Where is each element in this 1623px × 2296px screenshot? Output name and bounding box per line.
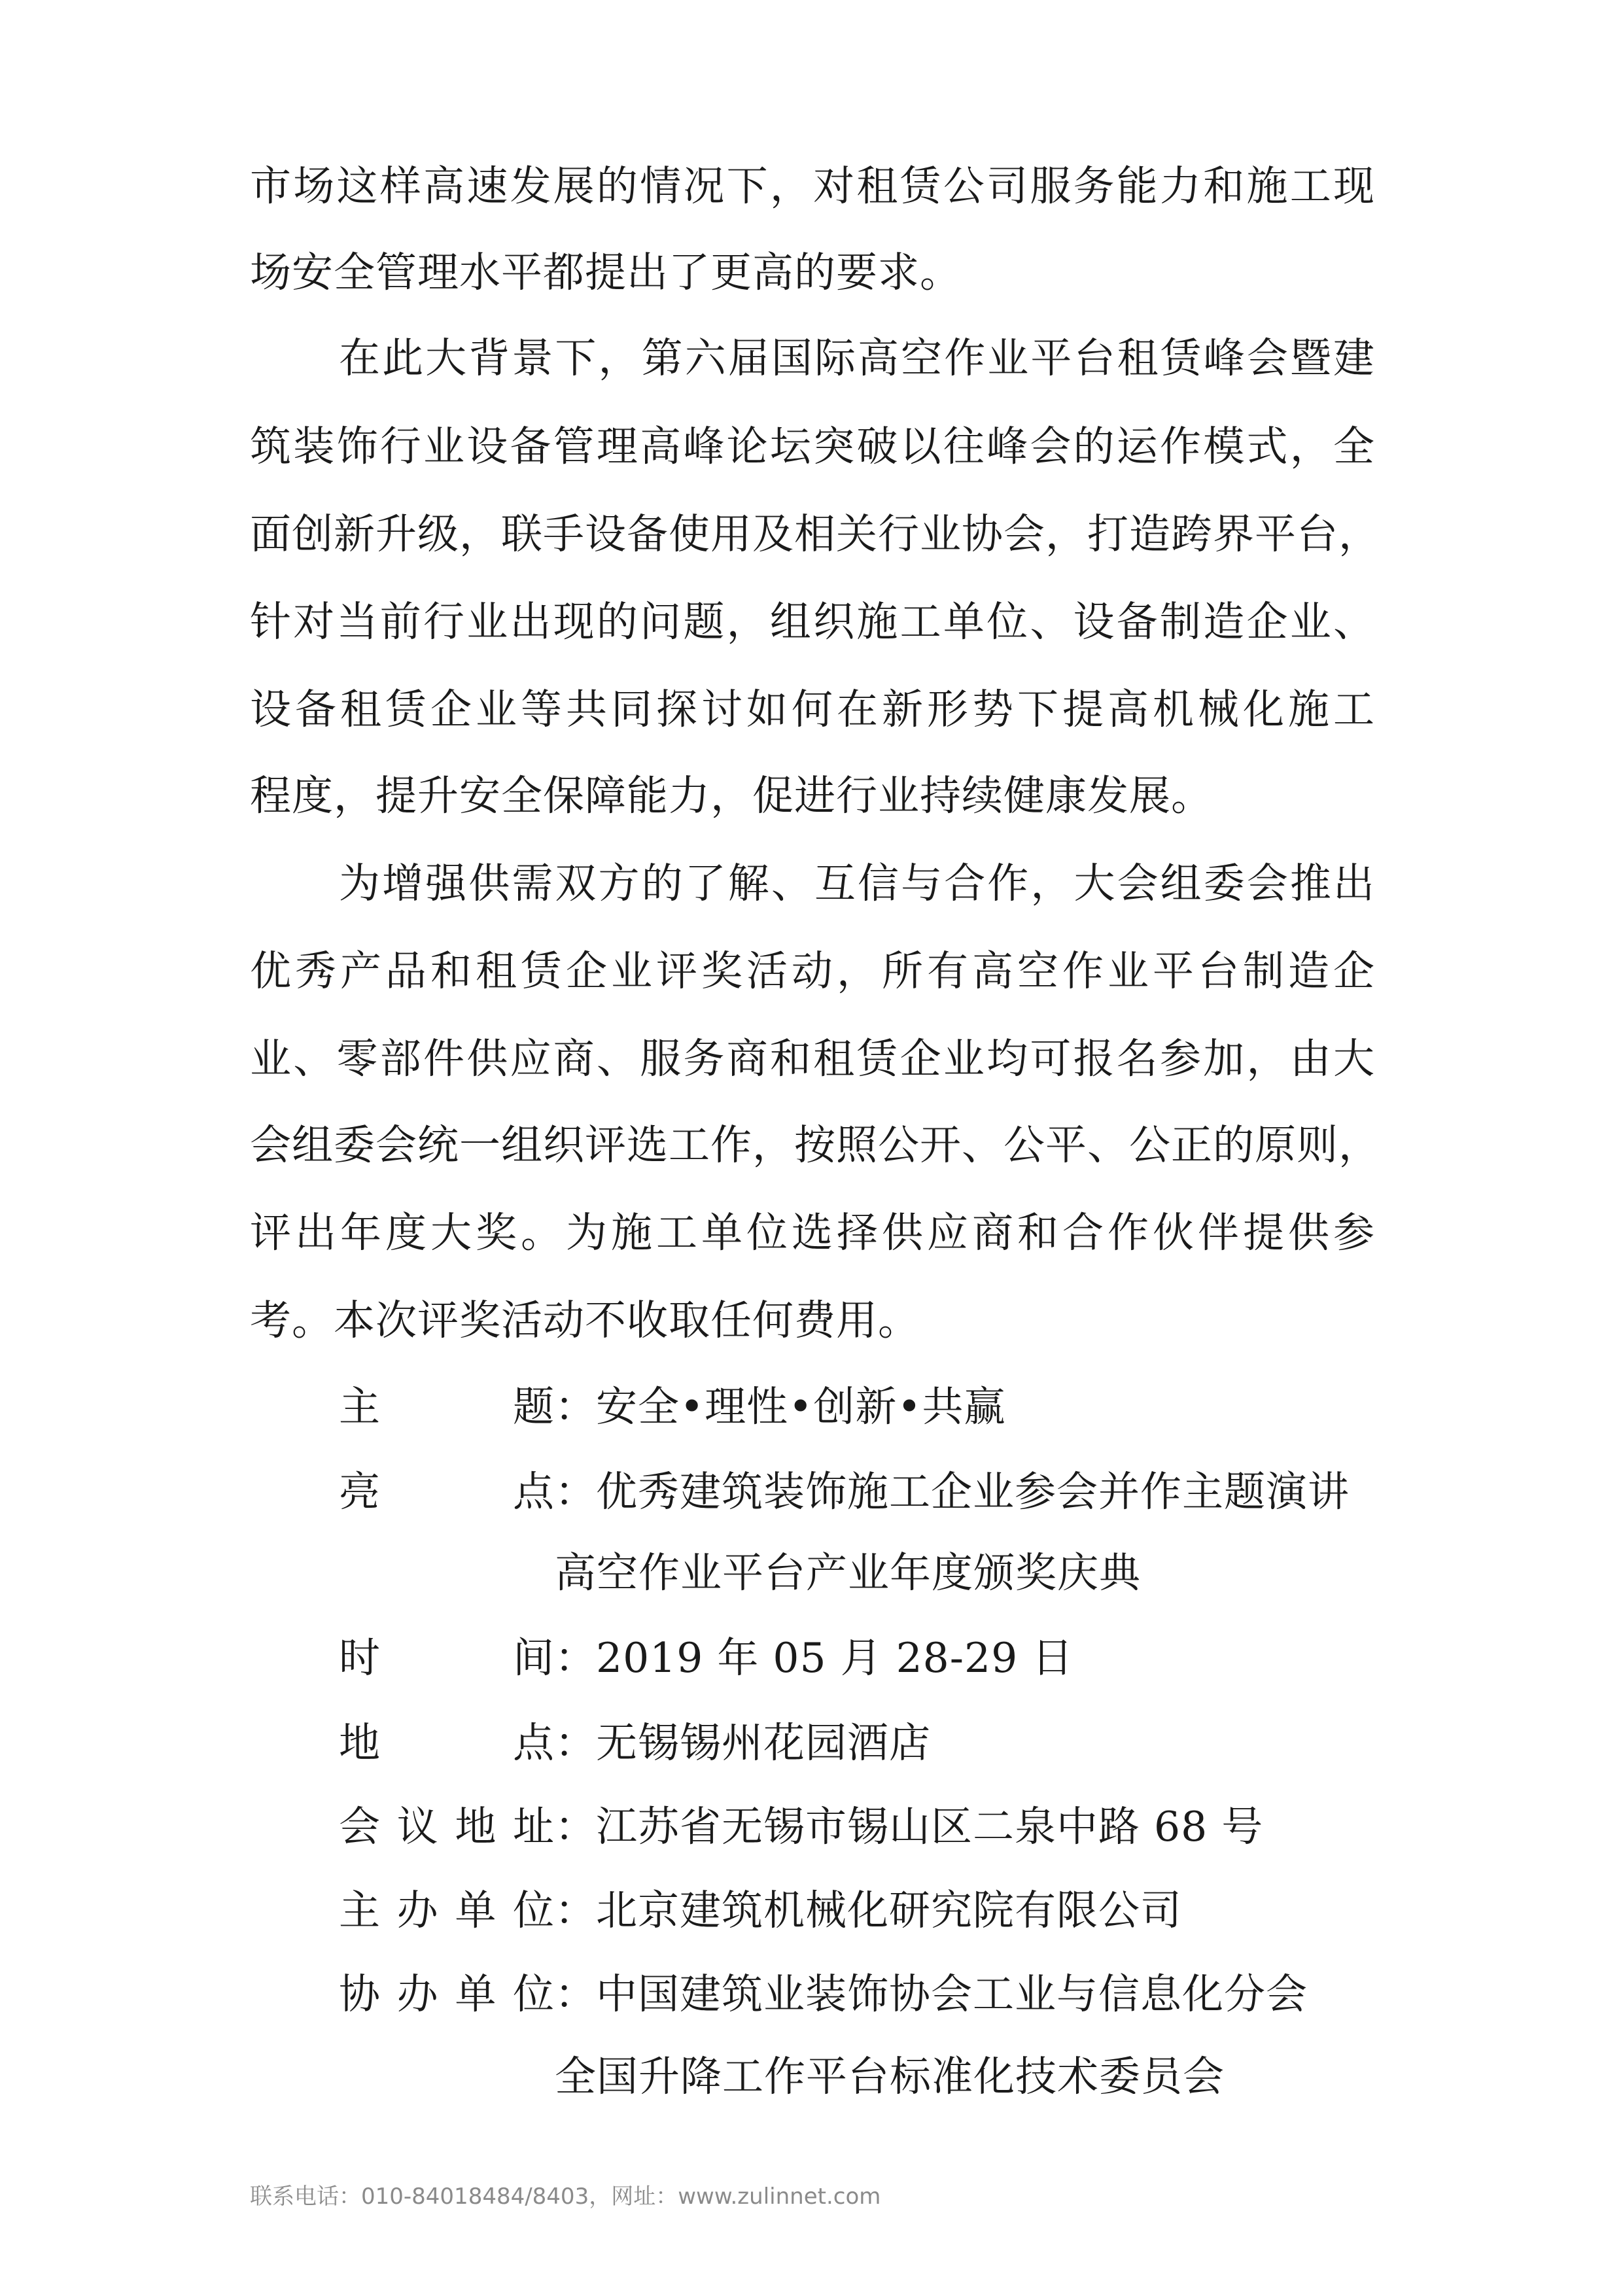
paragraph-line: 面创新升级，联手设备使用及相关行业协会，打造跨界平台， xyxy=(250,510,1380,558)
highlight-value-2: 高空作业平台产业年度颁奖庆典 xyxy=(555,1549,1141,1597)
separator: ： xyxy=(555,1468,596,1516)
address-value: 江苏省无锡市锡山区二泉中路 68 号 xyxy=(596,1803,1264,1851)
highlight-label: 亮点 xyxy=(339,1468,555,1516)
info-address xyxy=(339,1798,1263,1856)
paragraph-line: 程度，提升安全保障能力，促进行业持续健康发展。 xyxy=(250,772,1213,820)
address-label: 会议地址 xyxy=(339,1803,555,1851)
time-value: 2019 年 05 月 28-29 日 xyxy=(596,1634,1074,1682)
info-time xyxy=(339,1629,1073,1688)
paragraph-line: 考。本次评奖活动不收取任何费用。 xyxy=(250,1296,920,1344)
paragraph-line: 场安全管理水平都提出了更高的要求。 xyxy=(250,249,962,296)
paragraph-line: 为增强供需双方的了解、互信与合作，大会组委会推出 xyxy=(339,860,1375,907)
co-host-label: 协办单位 xyxy=(339,1970,555,2018)
co-host-value: 中国建筑业装饰协会工业与信息化分会 xyxy=(596,1970,1308,2018)
info-host xyxy=(339,1881,1182,1940)
paragraph-line: 筑装饰行业设备管理高峰论坛突破以往峰会的运作模式，全 xyxy=(250,423,1375,470)
highlight-value: 优秀建筑装饰施工企业参会并作主题演讲 xyxy=(596,1468,1350,1516)
separator: ： xyxy=(555,1970,596,2018)
separator: ： xyxy=(555,1383,596,1431)
place-label: 地点 xyxy=(339,1719,555,1767)
footer-contact: 联系电话：010-84018484/8403，网址：www.zulinnet.com xyxy=(250,2183,881,2210)
separator: ： xyxy=(555,1803,596,1851)
paragraph-line: 会组委会统一组织评选工作，按照公开、公平、公正的原则， xyxy=(250,1121,1380,1169)
paragraph-line: 针对当前行业出现的问题，组织施工单位、设备制造企业、 xyxy=(250,598,1375,646)
theme-value: 安全•理性•创新•共赢 xyxy=(596,1383,1006,1431)
host-label: 主办单位 xyxy=(339,1887,555,1934)
place-value: 无锡锡州花园酒店 xyxy=(596,1719,931,1767)
paragraph-line: 优秀产品和租赁企业评奖活动，所有高空作业平台制造企 xyxy=(250,947,1375,995)
theme-label: 主题 xyxy=(339,1383,555,1431)
info-co-host xyxy=(339,1965,1308,2024)
separator: ： xyxy=(555,1719,596,1767)
time-label: 时间 xyxy=(339,1634,555,1682)
paragraph-line: 设备租赁企业等共同探讨如何在新形势下提高机械化施工 xyxy=(250,686,1375,733)
info-highlight xyxy=(339,1463,1350,1522)
host-value: 北京建筑机械化研究院有限公司 xyxy=(596,1887,1182,1934)
info-place xyxy=(339,1714,931,1773)
separator: ： xyxy=(555,1634,596,1682)
info-theme xyxy=(339,1378,1005,1436)
co-host-value-2: 全国升降工作平台标准化技术委员会 xyxy=(555,2053,1225,2100)
paragraph-line: 在此大背景下，第六届国际高空作业平台租赁峰会暨建 xyxy=(339,334,1375,382)
paragraph-line: 业、零部件供应商、服务商和租赁企业均可报名参加，由大 xyxy=(250,1035,1375,1083)
separator: ： xyxy=(555,1887,596,1934)
paragraph-line: 评出年度大奖。为施工单位选择供应商和合作伙伴提供参 xyxy=(250,1209,1375,1257)
paragraph-line: 市场这样高速发展的情况下，对租赁公司服务能力和施工现 xyxy=(250,162,1375,210)
